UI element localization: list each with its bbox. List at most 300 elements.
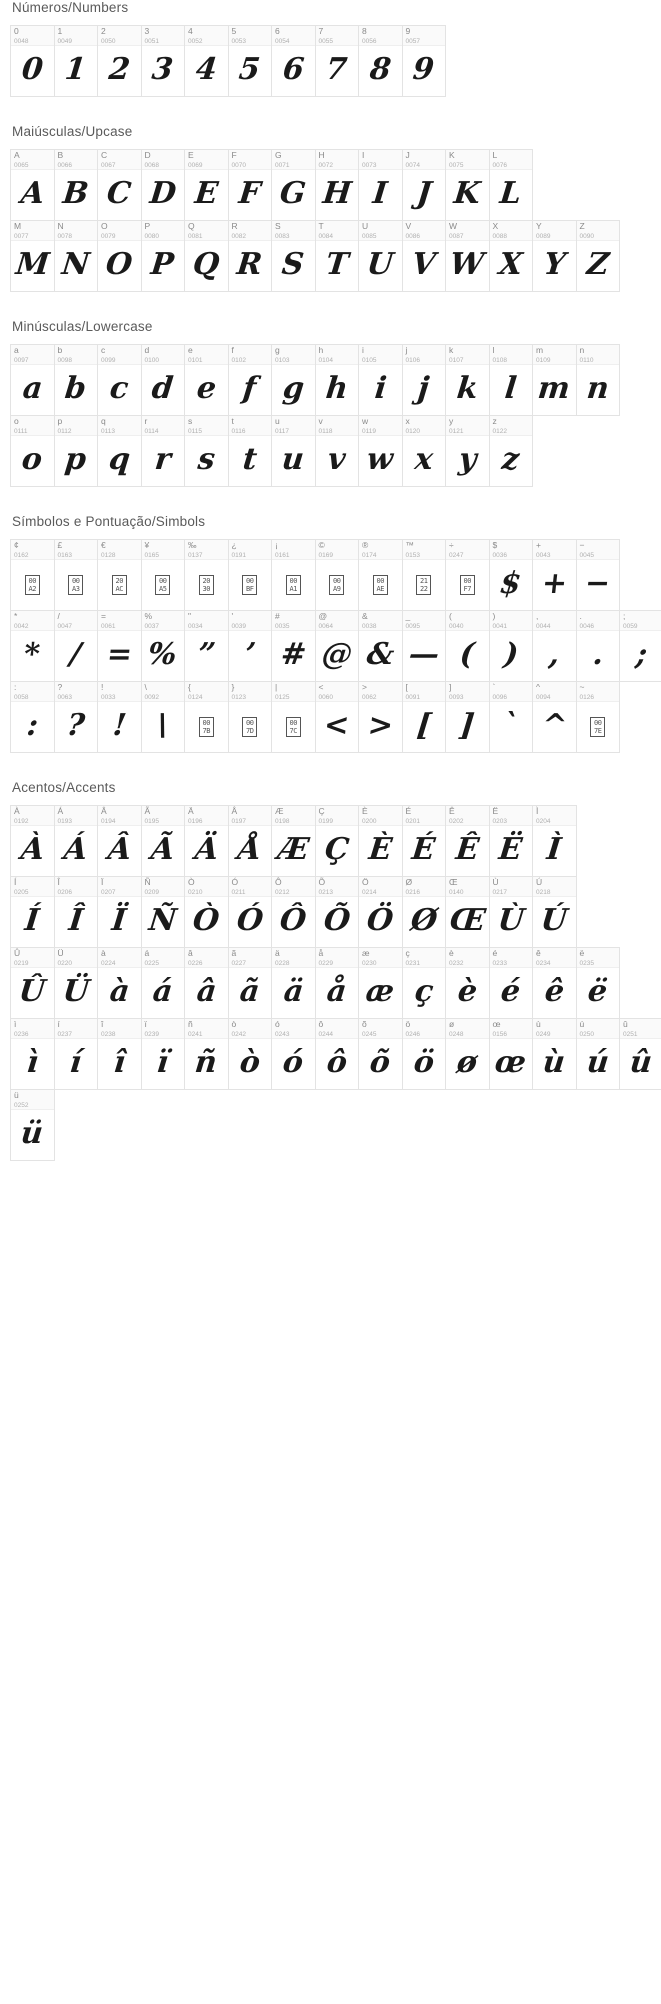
glyph-cell-meta xyxy=(272,611,315,631)
glyph-cell[interactable] xyxy=(315,344,360,416)
glyph-char-label: j xyxy=(405,345,408,355)
glyph-render: Û xyxy=(17,974,48,1009)
glyph-render xyxy=(460,574,475,595)
glyph-code-label: 0088 xyxy=(492,233,507,240)
glyph-cell[interactable] xyxy=(576,610,621,682)
glyph-cell[interactable] xyxy=(271,220,316,292)
glyph-cell[interactable] xyxy=(445,220,490,292)
glyph-cell[interactable] xyxy=(576,539,621,611)
glyph-cell-meta xyxy=(11,221,54,241)
glyph-code-label: 0216 xyxy=(405,889,420,896)
glyph-cell[interactable] xyxy=(54,1018,99,1090)
glyph-cell-meta xyxy=(272,221,315,241)
glyph-cell[interactable] xyxy=(532,681,577,753)
glyph-cell-meta xyxy=(185,877,228,897)
glyph-cell[interactable] xyxy=(315,947,360,1019)
glyph-cell[interactable] xyxy=(10,876,55,948)
glyph-cell[interactable] xyxy=(489,415,534,487)
glyph-render: e xyxy=(194,371,218,406)
glyph-cell-meta xyxy=(55,416,98,436)
glyph-cell[interactable] xyxy=(532,610,577,682)
glyph-code-label: 0249 xyxy=(536,1031,551,1038)
glyph-cell[interactable] xyxy=(402,344,447,416)
glyph-cell[interactable] xyxy=(10,220,55,292)
glyph-cell-meta xyxy=(403,948,446,968)
glyph-cell[interactable] xyxy=(10,947,55,1019)
glyph-cell[interactable] xyxy=(228,805,273,877)
glyph-cell-meta xyxy=(359,948,402,968)
glyph-render xyxy=(416,574,431,595)
glyph-cell[interactable] xyxy=(184,1018,229,1090)
glyph-char-label: € xyxy=(101,540,106,550)
glyph-cell[interactable] xyxy=(97,805,142,877)
glyph-cell[interactable] xyxy=(10,25,55,97)
glyph-section xyxy=(0,514,661,752)
glyph-cell[interactable] xyxy=(576,947,621,1019)
glyph-cell[interactable] xyxy=(97,149,142,221)
glyph-cell-meta xyxy=(446,1019,489,1039)
glyph-render: Q xyxy=(191,247,222,282)
glyph-cell[interactable] xyxy=(184,681,229,753)
glyph-cell[interactable] xyxy=(54,344,99,416)
glyph-cell[interactable] xyxy=(54,220,99,292)
glyph-cell[interactable] xyxy=(445,344,490,416)
glyph-cell[interactable] xyxy=(489,1018,534,1090)
glyph-render: ô xyxy=(324,1045,349,1080)
glyph-cell-meta xyxy=(229,26,272,46)
glyph-char-label: A xyxy=(14,150,20,160)
glyph-cell[interactable] xyxy=(315,149,360,221)
glyph-cell[interactable] xyxy=(54,149,99,221)
glyph-code-label: 0118 xyxy=(318,428,333,435)
glyph-cell[interactable] xyxy=(445,947,490,1019)
glyph-char-label: Ø xyxy=(405,877,413,887)
glyph-cell[interactable] xyxy=(184,25,229,97)
glyph-code-label: 0085 xyxy=(362,233,377,240)
glyph-char-label: È xyxy=(362,806,368,816)
glyph-code-label: 0074 xyxy=(405,162,420,169)
glyph-cell-meta xyxy=(577,611,620,631)
glyph-char-label: Ò xyxy=(188,877,195,887)
glyph-cell[interactable] xyxy=(97,876,142,948)
glyph-char-label: © xyxy=(318,540,325,550)
glyph-cell[interactable] xyxy=(532,947,577,1019)
glyph-cell[interactable] xyxy=(141,149,186,221)
glyph-cell[interactable] xyxy=(358,539,403,611)
glyph-render: $ xyxy=(498,566,524,601)
glyph-cell[interactable] xyxy=(141,610,186,682)
glyph-cell-meta xyxy=(446,416,489,436)
glyph-char-label: L xyxy=(492,150,498,160)
glyph-cell[interactable] xyxy=(315,539,360,611)
glyph-cell[interactable] xyxy=(576,1018,621,1090)
glyph-cell[interactable] xyxy=(402,610,447,682)
glyph-cell[interactable] xyxy=(10,610,55,682)
section-title: Maiúsculas/Upcase xyxy=(12,124,133,139)
glyph-code-label: 0040 xyxy=(449,623,464,630)
glyph-cell[interactable] xyxy=(184,947,229,1019)
glyph-cell-meta xyxy=(11,416,54,436)
glyph-render: Z xyxy=(585,247,611,282)
glyph-cell[interactable] xyxy=(141,876,186,948)
glyph-render: Ä xyxy=(192,832,220,867)
glyph-row xyxy=(10,610,661,681)
glyph-cell-meta xyxy=(490,806,533,826)
glyph-cell[interactable] xyxy=(402,805,447,877)
glyph-cell[interactable] xyxy=(315,220,360,292)
glyph-code-label: 0213 xyxy=(318,889,333,896)
glyph-cell[interactable] xyxy=(184,220,229,292)
glyph-cell[interactable] xyxy=(228,681,273,753)
glyph-cell-meta xyxy=(11,611,54,631)
glyph-cell[interactable] xyxy=(141,415,186,487)
glyph-cell[interactable] xyxy=(445,415,490,487)
glyph-cell-meta xyxy=(11,26,54,46)
glyph-cell[interactable] xyxy=(10,1089,55,1161)
glyph-cell[interactable] xyxy=(228,1018,273,1090)
glyph-char-label: + xyxy=(536,540,541,550)
glyph-cell[interactable] xyxy=(489,220,534,292)
glyph-cell[interactable] xyxy=(315,1018,360,1090)
glyph-cell[interactable] xyxy=(402,220,447,292)
glyph-cell[interactable] xyxy=(445,805,490,877)
glyph-cell[interactable] xyxy=(54,876,99,948)
glyph-cell[interactable] xyxy=(97,344,142,416)
glyph-cell[interactable] xyxy=(97,610,142,682)
glyph-cell[interactable] xyxy=(532,876,577,948)
glyph-char-label: ø xyxy=(449,1019,455,1029)
glyph-cell[interactable] xyxy=(271,681,316,753)
glyph-cell[interactable] xyxy=(358,415,403,487)
glyph-cell[interactable] xyxy=(402,1018,447,1090)
glyph-cell[interactable] xyxy=(10,805,55,877)
glyph-cell[interactable] xyxy=(358,220,403,292)
glyph-cell[interactable] xyxy=(489,610,534,682)
glyph-char-label: l xyxy=(492,345,495,355)
glyph-cell[interactable] xyxy=(532,220,577,292)
glyph-cell[interactable] xyxy=(228,947,273,1019)
glyph-cell[interactable] xyxy=(532,1018,577,1090)
glyph-char-label: à xyxy=(101,948,106,958)
glyph-code-label: 0212 xyxy=(275,889,290,896)
glyph-render: Ã xyxy=(149,832,177,867)
glyph-cell[interactable] xyxy=(141,1018,186,1090)
glyph-cell[interactable] xyxy=(489,805,534,877)
glyph-char-label: [ xyxy=(405,682,408,692)
glyph-char-label: O xyxy=(101,221,108,231)
glyph-code-label: 0217 xyxy=(492,889,507,896)
glyph-cell[interactable] xyxy=(10,681,55,753)
glyph-cell-meta xyxy=(533,611,576,631)
glyph-cell[interactable] xyxy=(402,681,447,753)
glyph-cell[interactable] xyxy=(489,876,534,948)
glyph-cell[interactable] xyxy=(358,947,403,1019)
glyph-render: ; xyxy=(633,637,649,672)
glyph-render: u xyxy=(280,442,307,477)
glyph-cell[interactable] xyxy=(228,876,273,948)
glyph-char-label: ¥ xyxy=(144,540,150,550)
glyph-render: ! xyxy=(110,708,128,743)
glyph-cell[interactable] xyxy=(271,149,316,221)
glyph-cell[interactable] xyxy=(141,220,186,292)
glyph-cell-meta xyxy=(11,806,54,826)
glyph-cell[interactable] xyxy=(619,610,661,682)
glyph-code-label: 0204 xyxy=(536,818,551,825)
glyph-cell[interactable] xyxy=(271,25,316,97)
glyph-render: Ç xyxy=(323,832,351,867)
glyph-cell[interactable] xyxy=(97,1018,142,1090)
glyph-cell[interactable] xyxy=(445,539,490,611)
glyph-cell[interactable] xyxy=(97,25,142,97)
glyph-cell[interactable] xyxy=(619,1018,661,1090)
glyph-cell[interactable] xyxy=(271,539,316,611)
glyph-cell[interactable] xyxy=(184,610,229,682)
glyph-cell[interactable] xyxy=(315,805,360,877)
glyph-render: Õ xyxy=(321,903,352,938)
glyph-render: ñ xyxy=(193,1045,220,1080)
glyph-cell-meta xyxy=(490,948,533,968)
glyph-cell-meta xyxy=(185,150,228,170)
glyph-cell[interactable] xyxy=(141,805,186,877)
glyph-render: ] xyxy=(458,708,477,743)
glyph-cell[interactable] xyxy=(271,876,316,948)
glyph-cell[interactable] xyxy=(445,149,490,221)
glyph-render: > xyxy=(365,708,395,743)
glyph-cell[interactable] xyxy=(228,149,273,221)
glyph-cell[interactable] xyxy=(315,610,360,682)
glyph-cell-meta xyxy=(316,1019,359,1039)
glyph-section xyxy=(0,319,661,486)
glyph-cell[interactable] xyxy=(489,947,534,1019)
glyph-cell[interactable] xyxy=(141,681,186,753)
glyph-char-label: Û xyxy=(14,948,21,958)
glyph-char-label: æ xyxy=(362,948,370,958)
glyph-cell[interactable] xyxy=(358,1018,403,1090)
glyph-cell[interactable] xyxy=(10,415,55,487)
glyph-code-label: 0156 xyxy=(492,1031,507,1038)
glyph-cell[interactable] xyxy=(445,610,490,682)
glyph-cell[interactable] xyxy=(54,681,99,753)
glyph-cell[interactable] xyxy=(184,805,229,877)
glyph-cell[interactable] xyxy=(532,344,577,416)
glyph-cell[interactable] xyxy=(358,610,403,682)
glyph-render: # xyxy=(278,637,308,672)
glyph-cell[interactable] xyxy=(358,805,403,877)
glyph-cell[interactable] xyxy=(271,415,316,487)
glyph-cell[interactable] xyxy=(358,25,403,97)
glyph-cell-meta xyxy=(620,1019,661,1039)
glyph-code-label: 0049 xyxy=(57,38,72,45)
glyph-cell[interactable] xyxy=(402,947,447,1019)
glyph-char-label: n xyxy=(579,345,585,355)
glyph-render: ç xyxy=(412,974,435,1009)
glyph-cell[interactable] xyxy=(576,681,621,753)
glyph-cell[interactable] xyxy=(228,610,273,682)
glyph-render xyxy=(590,716,605,737)
glyph-cell[interactable] xyxy=(271,805,316,877)
glyph-cell[interactable] xyxy=(10,1018,55,1090)
glyph-cell[interactable] xyxy=(489,539,534,611)
glyph-cell-meta xyxy=(142,345,185,365)
glyph-render: â xyxy=(194,974,218,1009)
glyph-cell[interactable] xyxy=(184,539,229,611)
glyph-cell[interactable] xyxy=(54,947,99,1019)
glyph-render: é xyxy=(499,974,523,1009)
glyph-char-label: ú xyxy=(579,1019,585,1029)
glyph-cell[interactable] xyxy=(97,947,142,1019)
glyph-cell[interactable] xyxy=(271,344,316,416)
glyph-cell-meta xyxy=(316,345,359,365)
glyph-cell[interactable] xyxy=(445,681,490,753)
glyph-code-label: 0244 xyxy=(318,1031,333,1038)
glyph-cell[interactable] xyxy=(228,539,273,611)
glyph-cell[interactable] xyxy=(54,805,99,877)
glyph-code-label: 0209 xyxy=(144,889,159,896)
glyph-cell[interactable] xyxy=(97,681,142,753)
glyph-cell[interactable] xyxy=(315,415,360,487)
glyph-cell[interactable] xyxy=(184,149,229,221)
glyph-cell[interactable] xyxy=(97,415,142,487)
glyph-cell[interactable] xyxy=(315,25,360,97)
glyph-cell[interactable] xyxy=(54,539,99,611)
glyph-render: L xyxy=(498,176,524,211)
glyph-code-label: 0075 xyxy=(449,162,464,169)
glyph-char-label: * xyxy=(14,611,18,621)
glyph-code-label: 0051 xyxy=(144,38,159,45)
glyph-row xyxy=(10,1018,661,1089)
glyph-row xyxy=(10,539,619,610)
glyph-cell[interactable] xyxy=(184,876,229,948)
glyph-cell[interactable] xyxy=(489,344,534,416)
glyph-code-label: 0046 xyxy=(579,623,594,630)
glyph-code-label: 0037 xyxy=(144,623,159,630)
glyph-cell[interactable] xyxy=(97,539,142,611)
glyph-char-label: ê xyxy=(536,948,541,958)
glyph-char-label: î xyxy=(101,1019,104,1029)
glyph-render: Œ xyxy=(447,903,487,938)
glyph-cell-meta xyxy=(229,221,272,241)
glyph-char-label: T xyxy=(318,221,324,231)
glyph-cell[interactable] xyxy=(576,344,621,416)
glyph-render: 2 xyxy=(107,52,132,87)
glyph-code-label: 0068 xyxy=(144,162,159,169)
glyph-code-label: 0119 xyxy=(362,428,376,435)
glyph-cell[interactable] xyxy=(141,539,186,611)
glyph-cell[interactable] xyxy=(54,415,99,487)
glyph-cell[interactable] xyxy=(228,220,273,292)
glyph-char-label: 8 xyxy=(362,26,367,36)
glyph-cell[interactable] xyxy=(54,25,99,97)
glyph-render: + xyxy=(539,566,569,601)
glyph-code-label: 0093 xyxy=(449,694,464,701)
glyph-cell[interactable] xyxy=(184,344,229,416)
glyph-cell-meta xyxy=(490,877,533,897)
glyph-cell[interactable] xyxy=(576,220,621,292)
glyph-char-label: ò xyxy=(231,1019,237,1029)
glyph-char-label: 4 xyxy=(188,26,193,36)
glyph-cell[interactable] xyxy=(402,25,447,97)
glyph-code-label: 0035 xyxy=(275,623,290,630)
glyph-cell-meta xyxy=(11,1090,54,1110)
glyph-char-label: ñ xyxy=(188,1019,193,1029)
glyph-cell-meta xyxy=(359,26,402,46)
missing-glyph-icon: 00 A1 xyxy=(286,575,301,595)
glyph-code-label: 0246 xyxy=(405,1031,420,1038)
glyph-cell[interactable] xyxy=(315,681,360,753)
glyph-cell[interactable] xyxy=(402,539,447,611)
glyph-cell-meta xyxy=(142,540,185,560)
glyph-cell-meta xyxy=(403,806,446,826)
glyph-cell-meta xyxy=(316,877,359,897)
glyph-cell[interactable] xyxy=(228,344,273,416)
glyph-char-label: á xyxy=(144,948,150,958)
glyph-render: N xyxy=(60,247,92,282)
glyph-cell[interactable] xyxy=(228,25,273,97)
glyph-cell[interactable] xyxy=(54,610,99,682)
glyph-cell[interactable] xyxy=(10,539,55,611)
glyph-cell[interactable] xyxy=(97,220,142,292)
glyph-code-label: 0137 xyxy=(188,552,203,559)
glyph-cell[interactable] xyxy=(445,876,490,948)
glyph-code-label: 0218 xyxy=(536,889,551,896)
glyph-cell-meta xyxy=(55,345,98,365)
glyph-cell[interactable] xyxy=(271,1018,316,1090)
glyph-cell[interactable] xyxy=(445,1018,490,1090)
glyph-cell-meta xyxy=(185,1019,228,1039)
glyph-cell[interactable] xyxy=(489,149,534,221)
glyph-cell[interactable] xyxy=(532,805,577,877)
glyph-cell[interactable] xyxy=(141,344,186,416)
glyph-cell[interactable] xyxy=(10,149,55,221)
glyph-cell[interactable] xyxy=(402,415,447,487)
glyph-char-label: Ù xyxy=(492,877,499,887)
glyph-code-label: 0251 xyxy=(623,1031,638,1038)
glyph-cell[interactable] xyxy=(228,415,273,487)
glyph-code-label: 0079 xyxy=(101,233,116,240)
glyph-cell[interactable] xyxy=(358,344,403,416)
glyph-cell[interactable] xyxy=(184,415,229,487)
glyph-code-label: 0165 xyxy=(144,552,159,559)
glyph-cell[interactable] xyxy=(358,876,403,948)
glyph-cell[interactable] xyxy=(358,149,403,221)
glyph-cell[interactable] xyxy=(10,344,55,416)
glyph-render: G xyxy=(278,176,308,211)
glyph-cell[interactable] xyxy=(271,610,316,682)
glyph-cell[interactable] xyxy=(489,681,534,753)
glyph-cell[interactable] xyxy=(141,25,186,97)
glyph-cell-meta xyxy=(55,948,98,968)
glyph-render: S xyxy=(280,247,306,282)
glyph-render: 4 xyxy=(194,52,219,87)
glyph-cell[interactable] xyxy=(532,539,577,611)
glyph-char-label: G xyxy=(275,150,282,160)
glyph-char-label: H xyxy=(318,150,325,160)
glyph-cell-meta xyxy=(577,682,620,702)
glyph-cell[interactable] xyxy=(141,947,186,1019)
section-title: Símbolos e Pontuação/Simbols xyxy=(12,514,206,529)
glyph-code-label: 0033 xyxy=(101,694,116,701)
glyph-cell[interactable] xyxy=(315,876,360,948)
glyph-cell-meta xyxy=(229,877,272,897)
glyph-cell[interactable] xyxy=(402,149,447,221)
glyph-code-label: 0195 xyxy=(144,818,159,825)
glyph-render: Î xyxy=(66,903,85,938)
glyph-cell[interactable] xyxy=(402,876,447,948)
glyph-cell[interactable] xyxy=(271,947,316,1019)
glyph-render: k xyxy=(455,371,480,406)
glyph-cell[interactable] xyxy=(358,681,403,753)
glyph-char-label: è xyxy=(449,948,454,958)
